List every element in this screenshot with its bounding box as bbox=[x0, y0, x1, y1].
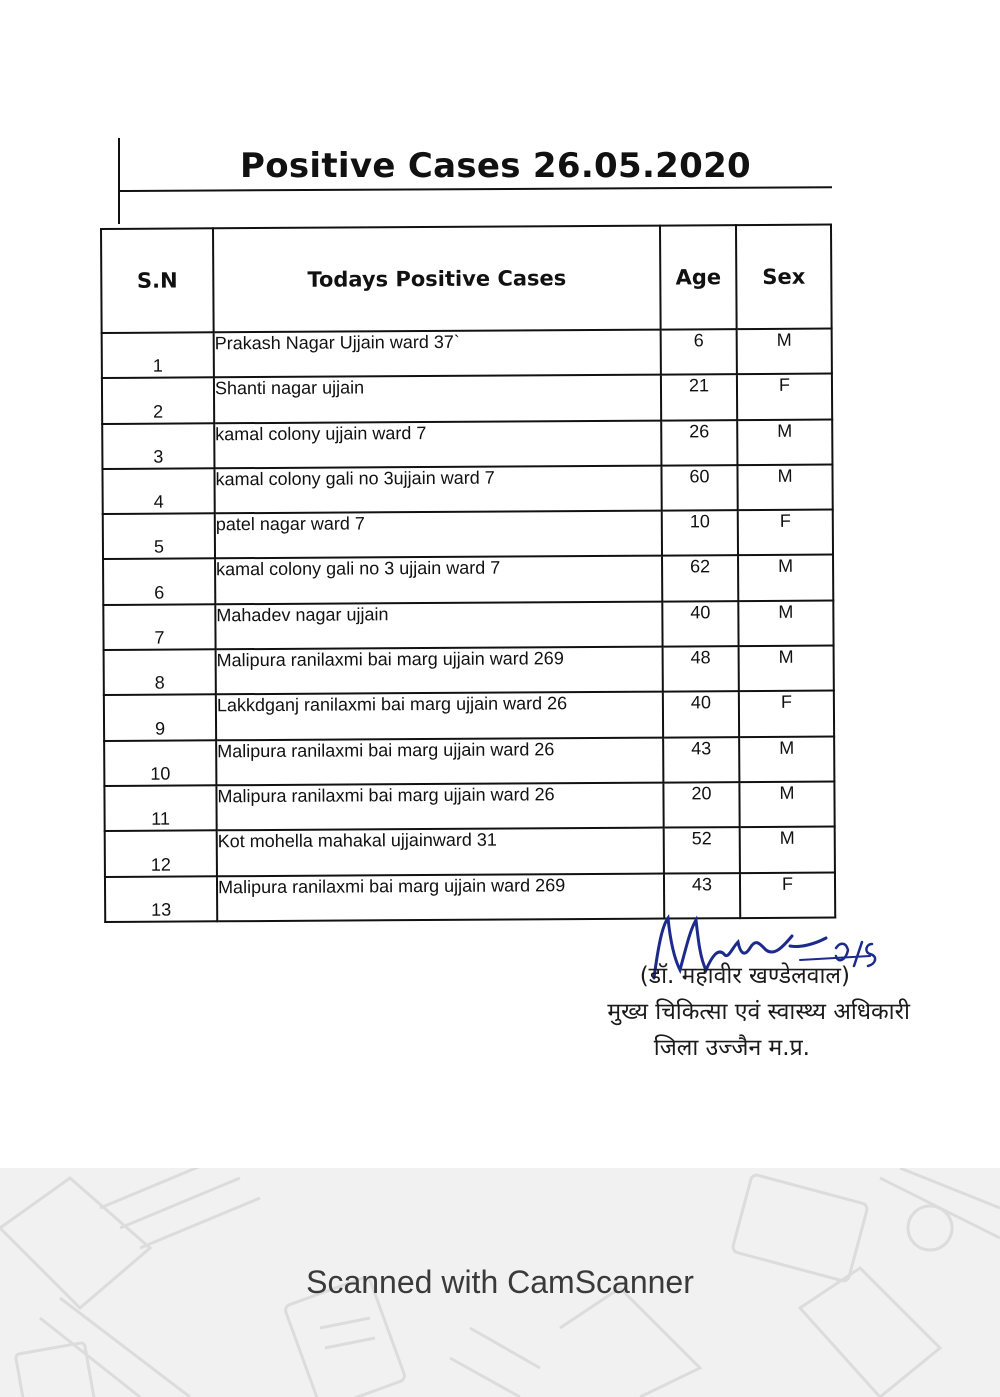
cell-location: Malipura ranilaxmi bai marg ujjain ward 269 bbox=[216, 647, 663, 695]
cell-age: 40 bbox=[663, 691, 739, 737]
table-row bbox=[102, 374, 832, 424]
cell-sn: 9 bbox=[104, 695, 216, 741]
table-row bbox=[104, 781, 834, 831]
signature-designation: मुख्य चिकित्सा एवं स्वास्थ्य अधिकारी bbox=[607, 999, 910, 1025]
cell-location: Malipura ranilaxmi bai marg ujjain ward 26 bbox=[216, 783, 663, 831]
cell-sex: M bbox=[737, 419, 832, 465]
cell-age: 6 bbox=[661, 329, 737, 375]
cell-sex: F bbox=[737, 374, 832, 420]
table-row bbox=[104, 691, 834, 741]
table-row bbox=[103, 600, 833, 650]
table-row bbox=[102, 464, 832, 514]
cell-age: 43 bbox=[663, 737, 739, 783]
cell-location: kamal colony gali no 3 ujjain ward 7 bbox=[215, 556, 662, 604]
cell-sex: M bbox=[737, 464, 832, 510]
positive-cases-table bbox=[100, 224, 836, 923]
signature-block bbox=[470, 958, 910, 1066]
cell-age: 62 bbox=[662, 556, 738, 602]
table-row bbox=[104, 736, 834, 786]
cell-sn: 13 bbox=[105, 876, 217, 922]
camscanner-footer bbox=[0, 1168, 1000, 1397]
cell-sn: 1 bbox=[102, 332, 214, 378]
cell-location: kamal colony ujjain ward 7 bbox=[214, 420, 661, 468]
header-age: Age bbox=[660, 225, 737, 329]
cell-sn: 8 bbox=[104, 649, 216, 695]
cell-age: 60 bbox=[661, 465, 737, 511]
table-row bbox=[104, 646, 834, 696]
cell-location: Lakkdganj ranilaxmi bai marg ujjain ward 26 bbox=[216, 692, 663, 740]
cell-sex: M bbox=[737, 329, 832, 375]
title-underline bbox=[120, 186, 832, 192]
header-sex: Sex bbox=[736, 225, 832, 330]
header-location: Todays Positive Cases bbox=[213, 226, 661, 333]
cell-sex: F bbox=[738, 510, 833, 556]
table-header-row bbox=[101, 225, 832, 333]
cell-sn: 6 bbox=[103, 559, 215, 605]
cell-location: Prakash Nagar Ujjain ward 37` bbox=[214, 330, 661, 378]
cell-location: kamal colony gali no 3ujjain ward 7 bbox=[214, 465, 661, 513]
cell-sn: 11 bbox=[104, 785, 216, 831]
table-row bbox=[102, 329, 832, 379]
cell-sn: 7 bbox=[103, 604, 215, 650]
cell-sex: F bbox=[740, 872, 835, 918]
cell-sex: M bbox=[739, 736, 834, 782]
table-row bbox=[105, 827, 835, 877]
title-block bbox=[118, 138, 832, 224]
cell-age: 52 bbox=[664, 827, 740, 873]
table-row bbox=[103, 510, 833, 560]
cell-age: 43 bbox=[664, 873, 740, 919]
camscanner-watermark-text: Scanned with CamScanner bbox=[306, 1264, 694, 1300]
table-row bbox=[102, 419, 832, 469]
cell-age: 40 bbox=[662, 601, 738, 647]
cell-sex: M bbox=[739, 781, 834, 827]
cell-sn: 4 bbox=[102, 468, 214, 514]
header-sn: S.N bbox=[101, 228, 214, 333]
cell-sn: 12 bbox=[105, 831, 217, 877]
cell-sn: 2 bbox=[102, 378, 214, 424]
table-body bbox=[102, 329, 836, 922]
cell-sex: M bbox=[739, 646, 834, 692]
signature-location: जिला उज्जैन म.प्र. bbox=[653, 1035, 810, 1061]
cell-sex: M bbox=[738, 555, 833, 601]
cell-location: Kot mohella mahakal ujjainward 31 bbox=[217, 828, 664, 876]
cell-sn: 3 bbox=[102, 423, 214, 469]
cell-location: Shanti nagar ujjain bbox=[214, 375, 661, 423]
cell-sex: M bbox=[740, 827, 835, 873]
cell-age: 26 bbox=[661, 420, 737, 466]
cell-sex: M bbox=[738, 600, 833, 646]
cell-sn: 10 bbox=[104, 740, 216, 786]
cell-age: 48 bbox=[663, 646, 739, 692]
page-title: Positive Cases 26.05.2020 bbox=[240, 146, 751, 186]
cell-location: Malipura ranilaxmi bai marg ujjain ward 26 bbox=[216, 737, 663, 785]
signature-name: (डॉ. महावीर खण्डेलवाल) bbox=[639, 963, 850, 989]
table-row bbox=[103, 555, 833, 605]
cell-age: 21 bbox=[661, 374, 737, 420]
cell-age: 20 bbox=[663, 782, 739, 828]
cell-age: 10 bbox=[662, 510, 738, 556]
cell-sex: F bbox=[739, 691, 834, 737]
cell-location: Mahadev nagar ujjain bbox=[215, 601, 662, 649]
cell-location: patel nagar ward 7 bbox=[215, 511, 662, 559]
cell-sn: 5 bbox=[103, 513, 215, 559]
cell-location: Malipura ranilaxmi bai marg ujjain ward 269 bbox=[217, 873, 664, 921]
